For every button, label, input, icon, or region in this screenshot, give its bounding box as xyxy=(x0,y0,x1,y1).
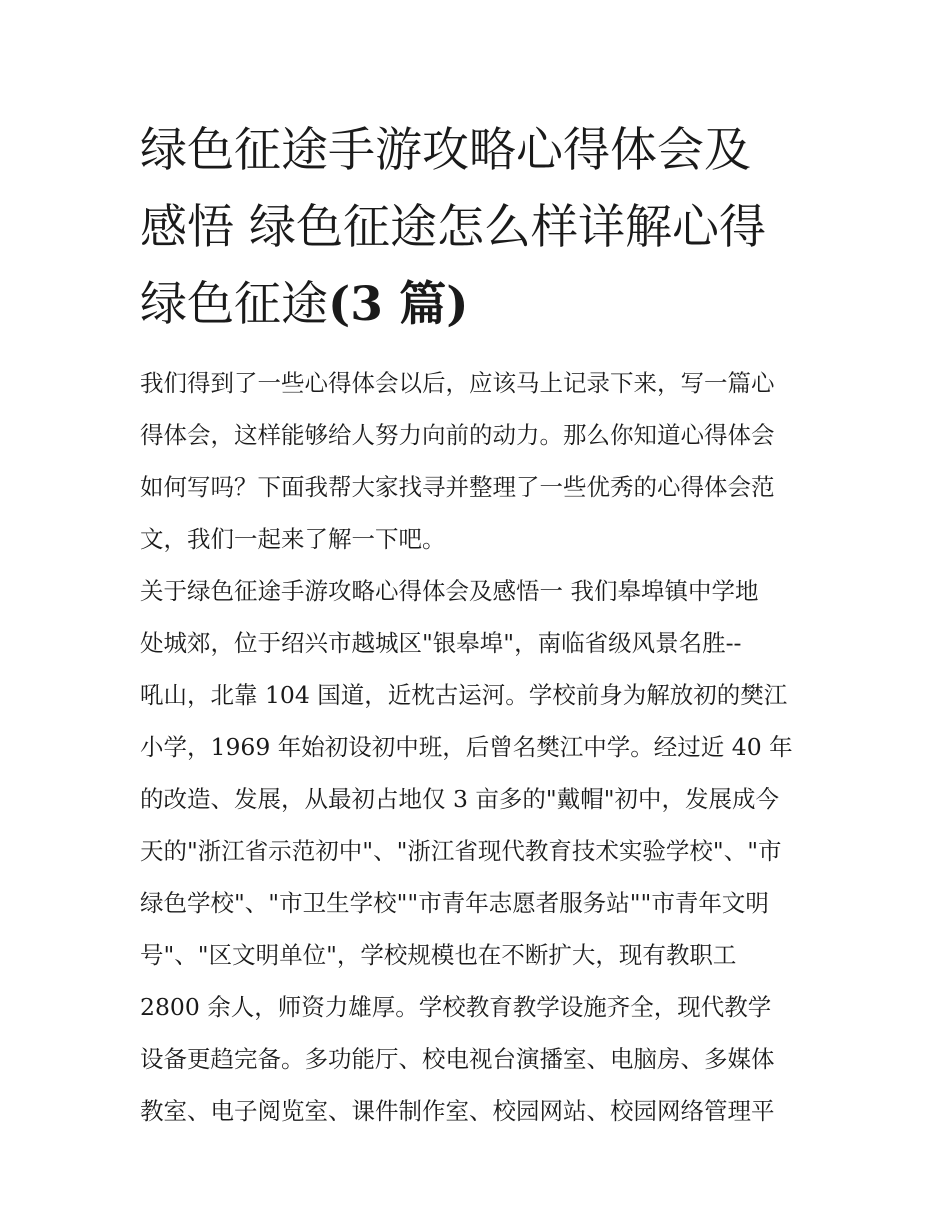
paragraph-line: 我们得到了一些心得体会以后，应该马上记录下来，写一篇心 xyxy=(140,369,775,397)
paragraph-line: 设备更趋完备。多功能厅、校电视台演播室、电脑房、多媒体 xyxy=(140,1045,775,1073)
paragraph-line: 得体会，这样能够给人努力向前的动力。那么你知道心得体会 xyxy=(140,421,775,449)
document-body xyxy=(140,357,830,1137)
title-line-1: 绿色征途手游攻略心得体会及 xyxy=(140,123,751,178)
paragraph-line: 小学，1969 年始初设初中班，后曾名樊江中学。经过近 40 年 xyxy=(140,733,793,761)
title-line-3-text: 绿色征途 xyxy=(140,277,328,332)
document-title xyxy=(140,112,840,343)
paragraph-line: 的改造、发展，从最初占地仅 3 亩多的"戴帽"初中，发展成今 xyxy=(140,785,780,813)
paragraph-line: 文，我们一起来了解一下吧。 xyxy=(140,525,446,553)
paragraph-line: 吼山，北靠 104 国道，近枕古运河。学校前身为解放初的樊江 xyxy=(140,681,788,709)
paragraph-line: 天的"浙江省示范初中"、"浙江省现代教育技术实验学校"、"市 xyxy=(140,837,782,865)
paragraph-line: 2800 余人，师资力雄厚。学校教育教学设施齐全，现代教学 xyxy=(140,993,772,1021)
paragraph-line: 如何写吗？下面我帮大家找寻并整理了一些优秀的心得体会范 xyxy=(140,473,775,501)
paragraph-line: 处城郊，位于绍兴市越城区"银皋埠"，南临省级风景名胜-- xyxy=(140,629,742,657)
title-line-3-count: (3 篇) xyxy=(328,277,469,332)
paragraph-line: 绿色学校"、"市卫生学校""市青年志愿者服务站""市青年文明 xyxy=(140,889,769,917)
paragraph-line: 教室、电子阅览室、课件制作室、校园网站、校园网络管理平 xyxy=(140,1097,775,1125)
section-one-paragraph xyxy=(140,565,830,1137)
title-line-2: 感悟 绿色征途怎么样详解心得 xyxy=(140,200,766,255)
intro-paragraph xyxy=(140,357,830,565)
paragraph-line: 号"、"区文明单位"，学校规模也在不断扩大，现有教职工 xyxy=(140,941,737,969)
title-line-3 xyxy=(140,266,840,343)
paragraph-line: 关于绿色征途手游攻略心得体会及感悟一 我们皋埠镇中学地 xyxy=(140,577,759,605)
